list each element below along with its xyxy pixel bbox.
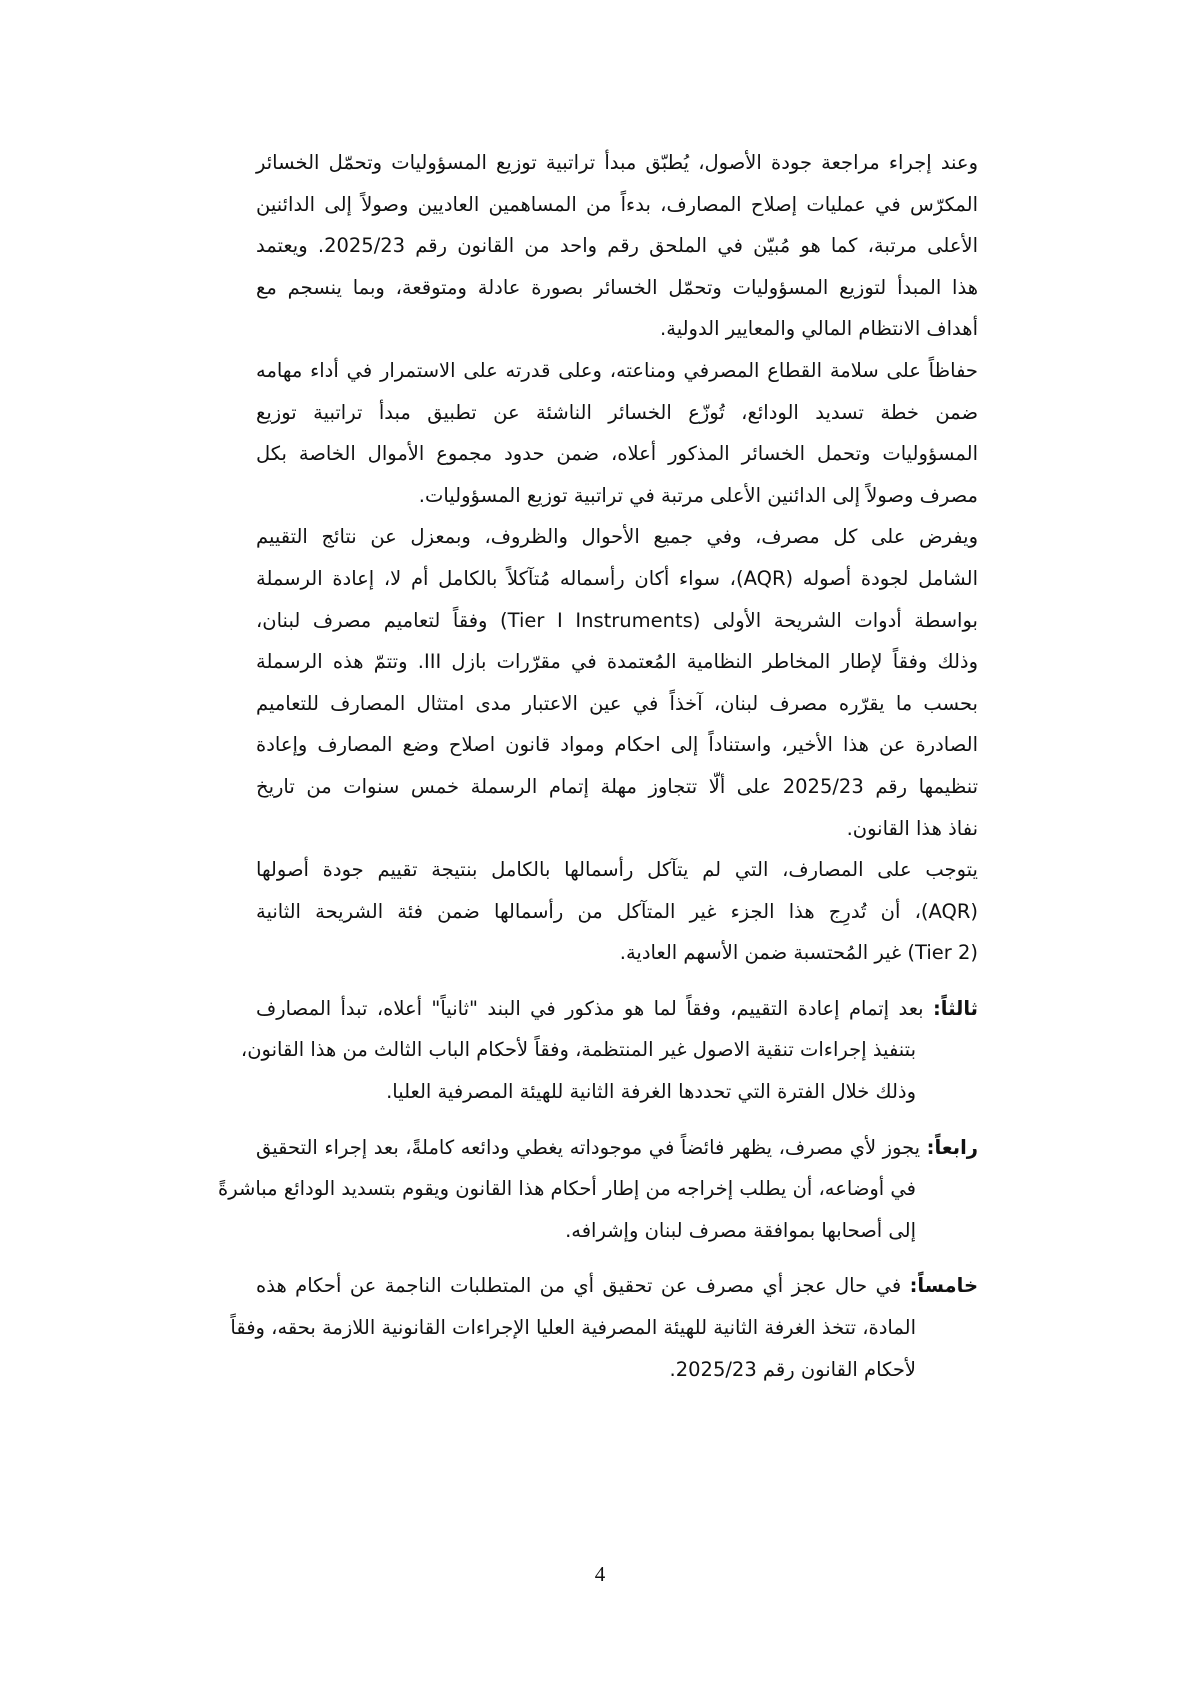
clause-fifth [230, 1265, 979, 1390]
text-line: المسؤوليات وتحمل الخسائر المذكور أعلاه، ضمن حدود مجموع الأموال الخاصة بكل [256, 442, 978, 466]
clause-third [240, 988, 978, 1113]
text-line: الأعلى مرتبة، كما هو مُبيّن في الملحق رقم واحد من القانون رقم 2025/23. ويعتمد [256, 234, 978, 258]
text-line: الشامل لجودة أصوله (AQR)، سواء أكان رأسماله مُتآكلاً بالكامل أم لا، إعادة الرسملة [256, 566, 978, 590]
page-number: 4 [594, 1562, 606, 1586]
spacer [256, 1251, 978, 1265]
clause-first-line: في حال عجز أي مصرف عن تحقيق أي من المتطلبات الناجمة عن أحكام هذه [256, 1274, 902, 1298]
text-line: وذلك وفقاً لإطار المخاطر النظامية المُعتمدة في مقرّرات بازل III. وتتمّ هذه الرسملة [256, 650, 978, 674]
text-line: تنظيمها رقم 2025/23 على ألّا تتجاوز مهلة إتمام الرسملة خمس سنوات من تاريخ [256, 774, 979, 798]
spacer [256, 974, 978, 988]
clause-fourth [218, 1127, 979, 1252]
paragraph-tier2 [256, 849, 978, 974]
text-line: بواسطة أدوات الشريحة الأولى (Tier I Instruments) وفقاً لتعاميم مصرف لبنان، [256, 608, 978, 632]
clause-label: رابعاً: [926, 1135, 979, 1159]
text-line: مصرف وصولاً إلى الدائنين الأعلى مرتبة في تراتبية توزيع المسؤوليات. [418, 483, 978, 507]
text-line: بتنفيذ إجراءات تنقية الاصول غير المنتظمة، وفقاً لأحكام الباب الثالث من هذا القانون، [240, 1038, 916, 1062]
text-line: (AQR)، أن تُدرِج هذا الجزء غير المتآكل من رأسمالها ضمن فئة الشريحة الثانية [256, 899, 978, 923]
clause-label: ثالثاً: [932, 996, 978, 1020]
text-line: لأحكام القانون رقم 2025/23. [669, 1357, 916, 1381]
text-line: حفاظاً على سلامة القطاع المصرفي ومناعته، وعلى قدرته على الاستمرار في أداء مهامه [256, 358, 978, 382]
text-line: إلى أصحابها بموافقة مصرف لبنان وإشرافه. [565, 1218, 916, 1242]
text-line: نفاذ هذا القانون. [846, 816, 978, 840]
text-line: وعند إجراء مراجعة جودة الأصول، يُطبّق مبدأ تراتبية توزيع المسؤوليات وتحمّل الخسائر [256, 151, 978, 174]
paragraph-recapitalization [256, 516, 978, 849]
text-line: وذلك خلال الفترة التي تحددها الغرفة الثانية للهيئة المصرفية العليا. [386, 1080, 916, 1104]
text-line: المكرّس في عمليات إصلاح المصارف، بدءاً من المساهمين العاديين وصولاً إلى الدائنين [256, 192, 978, 216]
text-line: يتوجب على المصارف، التي لم يتآكل رأسمالها بالكامل بنتيجة تقييم جودة أصولها [256, 858, 978, 882]
paragraph-aqr-hierarchy [256, 142, 978, 350]
text-line: بحسب ما يقرّره مصرف لبنان، آخذاً في عين الاعتبار مدى امتثال المصارف للتعاميم [256, 691, 978, 715]
text-line: ويفرض على كل مصرف، وفي جميع الأحوال والظروف، وبمعزل عن نتائج التقييم [256, 525, 978, 549]
text-line: في أوضاعه، أن يطلب إخراجه من إطار أحكام هذا القانون ويقوم بتسديد الودائع مباشرةً [218, 1177, 916, 1201]
text-line: هذا المبدأ لتوزيع المسؤوليات وتحمّل الخسائر بصورة عادلة ومتوقعة، وبما ينسجم مع [256, 275, 978, 299]
clause-first-line: بعد إتمام إعادة التقييم، وفقاً لما هو مذكور في البند "ثانياً" أعلاه، تبدأ المصارف [256, 996, 924, 1020]
text-line: ضمن خطة تسديد الودائع، تُوزّع الخسائر الناشئة عن تطبيق مبدأ تراتبية توزيع [256, 400, 978, 424]
spacer [256, 1113, 978, 1127]
text-line: أهداف الانتظام المالي والمعايير الدولية. [660, 317, 978, 341]
document-body [218, 142, 979, 1390]
text-line: (Tier 2) غير المُحتسبة ضمن الأسهم العادية. [619, 941, 978, 965]
text-line: المادة، تتخذ الغرفة الثانية للهيئة المصرفية العليا الإجراءات القانونية اللازمة بحقه، وفقاً [230, 1316, 916, 1340]
clause-first-line: يجوز لأي مصرف، يظهر فائضاً في موجوداته يغطي ودائعه كاملةً، بعد إجراء التحقيق [256, 1135, 921, 1159]
clause-label: خامساً: [909, 1274, 979, 1298]
paragraph-sector-safety [256, 350, 978, 516]
text-line: الصادرة عن هذا الأخير، واستناداً إلى احكام ومواد قانون اصلاح وضع المصارف وإعادة [256, 733, 978, 757]
